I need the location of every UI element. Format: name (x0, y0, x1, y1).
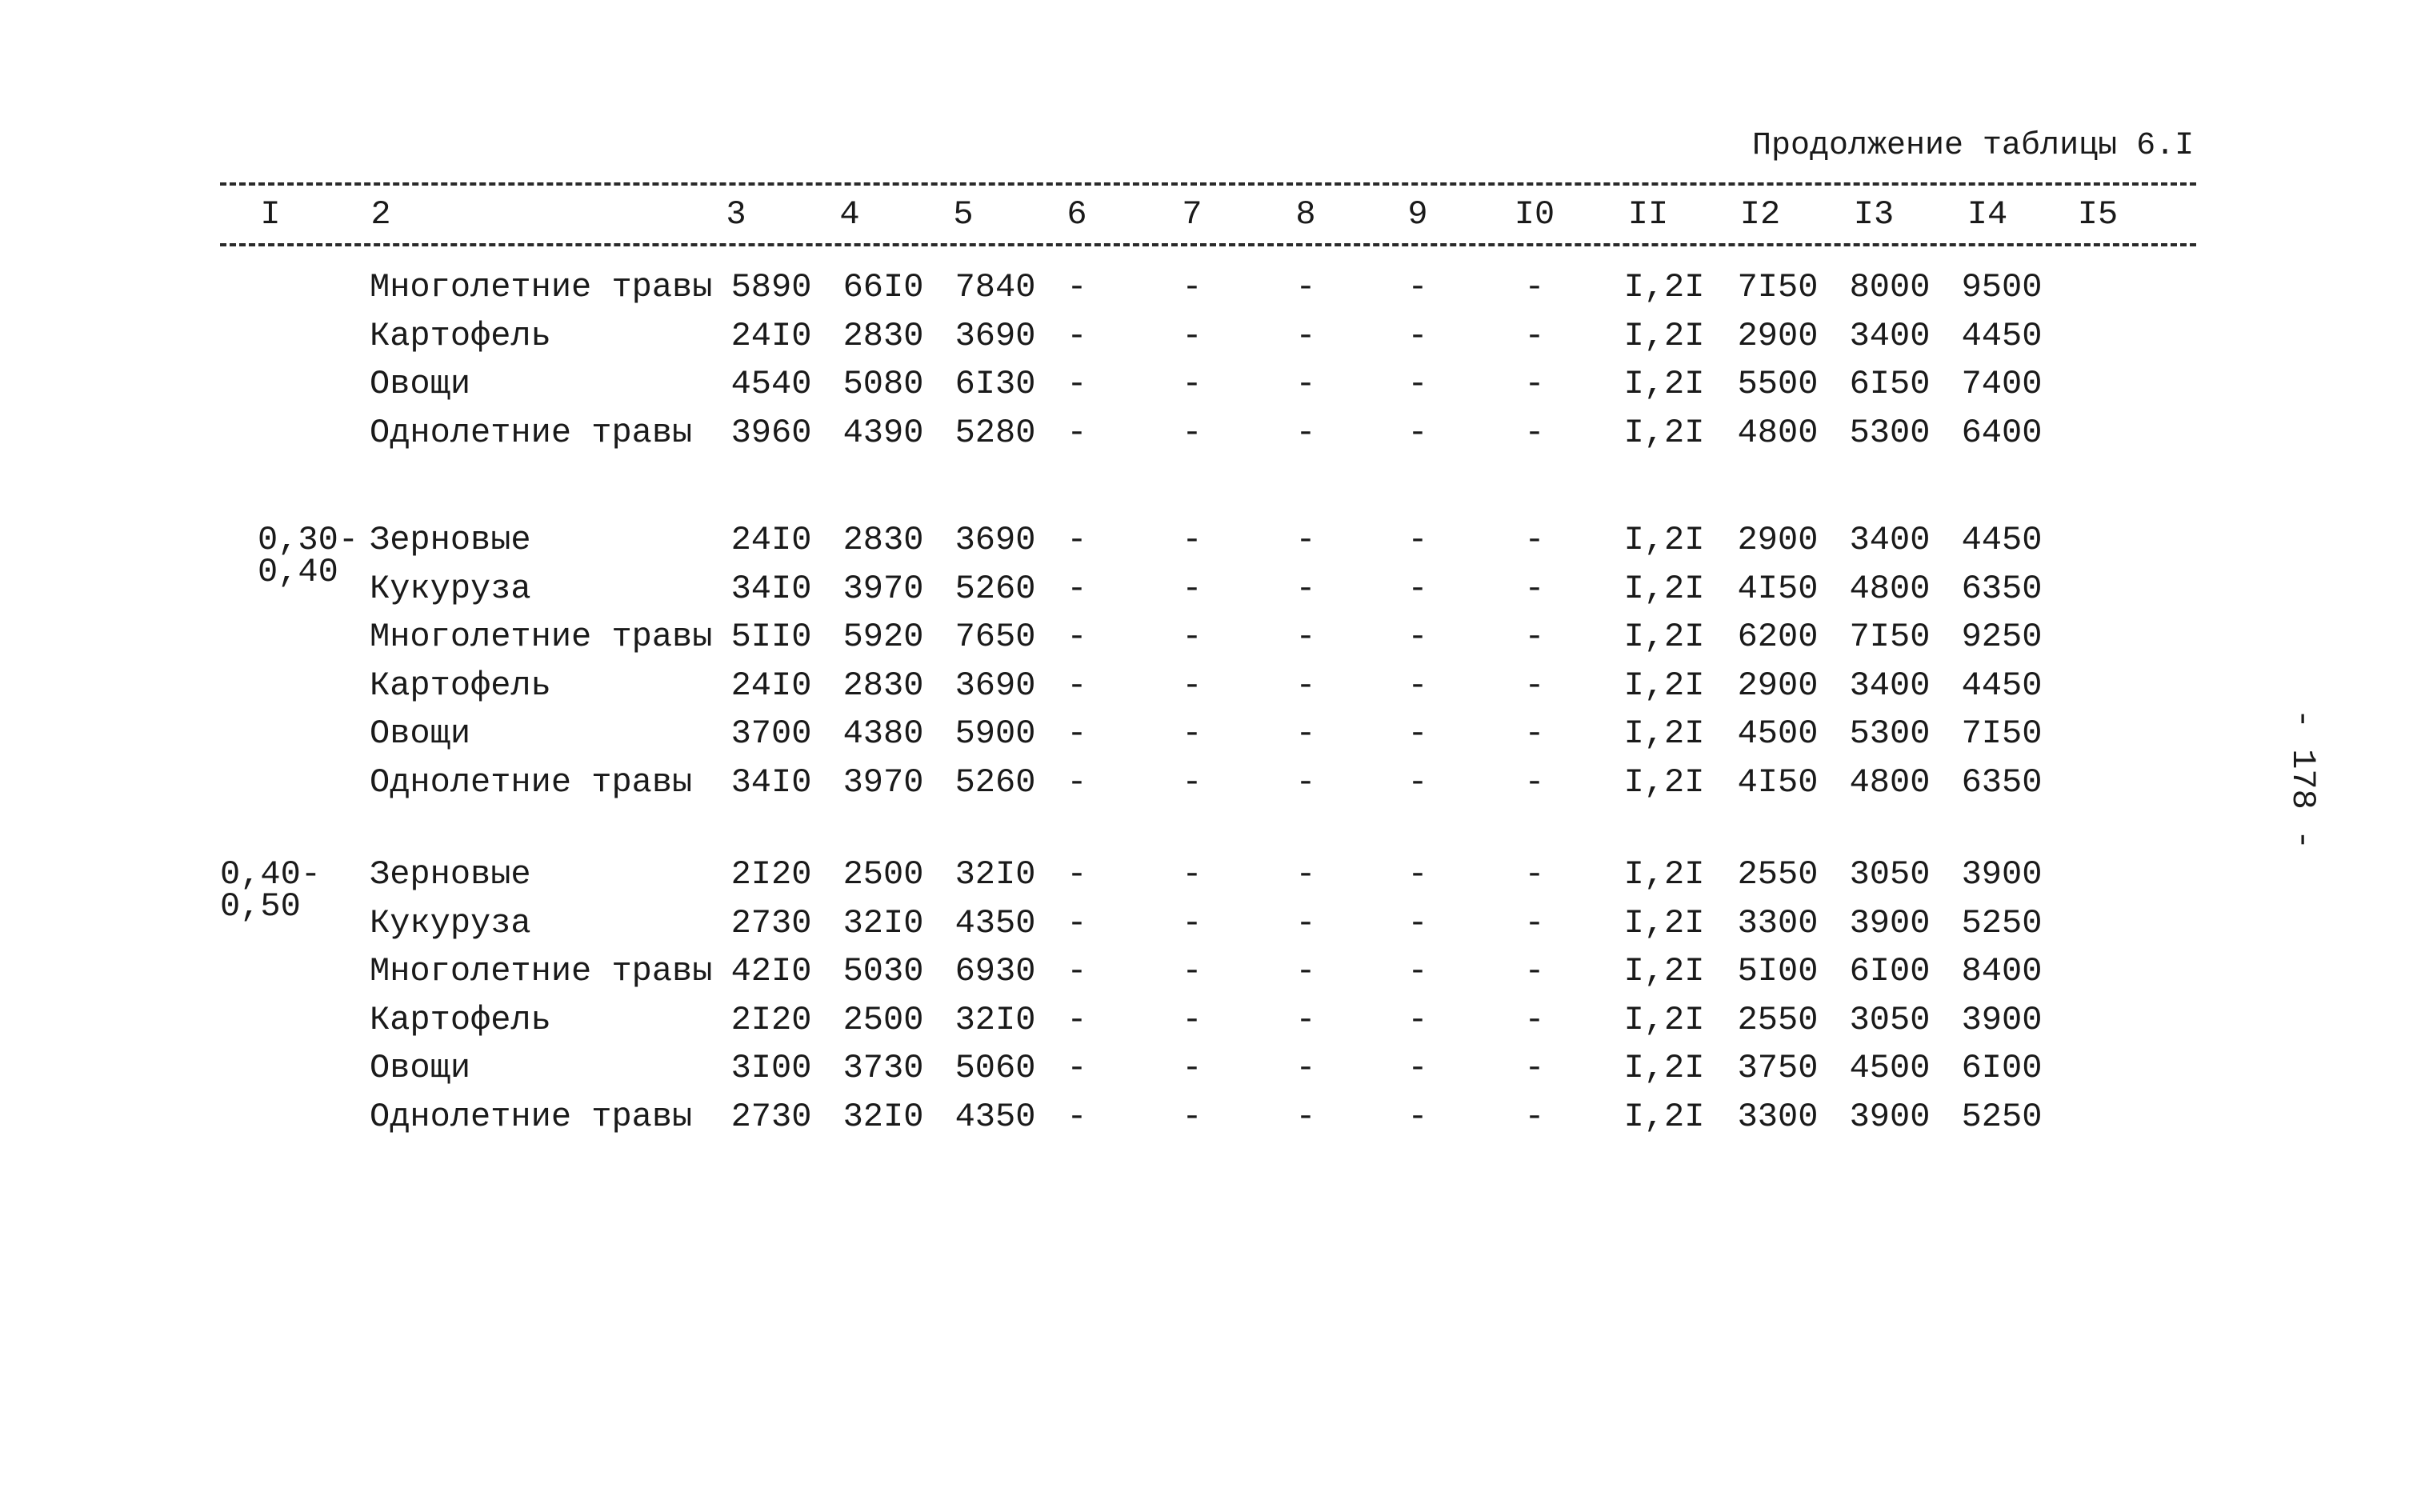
column-header: II (1627, 195, 1669, 234)
table-cell: - (1407, 618, 1428, 656)
table-cell: - (1295, 666, 1316, 705)
table-cell: - (1182, 268, 1202, 306)
table-cell: 3700 (730, 714, 812, 753)
table-cell: 5250 (1961, 1097, 2043, 1136)
table-cell: - (1524, 569, 1545, 608)
crop-name-cell: Картофель (370, 666, 551, 705)
table-cell: 5300 (1849, 714, 1931, 753)
column-header: 7 (1182, 195, 1202, 234)
table-cell: 4450 (1961, 316, 2043, 355)
table-cell: - (1407, 952, 1428, 990)
depth-range-label: 0,40 (258, 553, 338, 591)
table-cell: - (1295, 316, 1316, 355)
table-cell: - (1407, 666, 1428, 705)
table-cell: 5260 (954, 569, 1036, 608)
table-cell: 6I00 (1961, 1049, 2043, 1087)
table-cell: - (1524, 903, 1545, 942)
table-cell: 3400 (1849, 666, 1931, 705)
crop-name-cell: Однолетние травы (370, 762, 693, 802)
table-cell: 5500 (1737, 365, 1819, 403)
table-cell: 3050 (1849, 1000, 1931, 1039)
crop-name-cell: Картофель (370, 1000, 551, 1039)
table-cell: - (1066, 521, 1087, 559)
table-cell: - (1524, 413, 1545, 452)
table-cell: - (1066, 268, 1087, 306)
table-cell: 2I20 (730, 855, 812, 894)
table-cell: 4800 (1849, 762, 1931, 802)
table-cell: - (1295, 952, 1316, 990)
table-cell: 3300 (1737, 1097, 1819, 1136)
table-cell: 4380 (842, 714, 924, 753)
table-cell: - (1182, 569, 1202, 608)
table-cell: 5250 (1961, 903, 2043, 942)
table-cell: - (1066, 714, 1087, 753)
table-cell: 5060 (954, 1049, 1036, 1087)
crop-name-cell: Однолетние травы (370, 413, 693, 452)
table-cell: - (1182, 666, 1202, 705)
table-cell: 9500 (1961, 268, 2043, 306)
table-cell: - (1407, 569, 1428, 608)
table-cell: - (1407, 413, 1428, 452)
table-cell: 6400 (1961, 413, 2043, 452)
page-number: - 178 - (2283, 708, 2323, 850)
table-cell: 3690 (954, 316, 1036, 355)
table-cell: - (1295, 569, 1316, 608)
table-cell: 7I50 (1737, 268, 1819, 306)
table-cell: - (1066, 952, 1087, 990)
table-cell: 6I00 (1849, 952, 1931, 990)
table-cell: 6350 (1961, 569, 2043, 608)
table-cell: - (1295, 413, 1316, 452)
table-cell: 24I0 (730, 666, 812, 705)
table-cell: 2830 (842, 666, 924, 705)
column-header: 5 (953, 195, 974, 234)
column-header: 8 (1295, 195, 1316, 234)
table-cell: I,2I (1623, 1097, 1705, 1136)
table-cell: - (1407, 762, 1428, 802)
table-cell: 2500 (842, 1000, 924, 1039)
table-cell: I,2I (1623, 903, 1705, 942)
table-cell: - (1066, 569, 1087, 608)
table-cell: - (1182, 316, 1202, 355)
crop-name-cell: Кукуруза (370, 569, 531, 608)
table-cell: 32I0 (954, 1000, 1036, 1039)
table-cell: 42I0 (730, 952, 812, 990)
table-cell: - (1524, 666, 1545, 705)
table-cell: 8400 (1961, 952, 2043, 990)
table-cell: 3960 (730, 413, 812, 452)
table-cell: 6I30 (954, 365, 1036, 403)
table-cell: - (1407, 1000, 1428, 1039)
table-cell: 3I00 (730, 1049, 812, 1087)
table-cell: 2I20 (730, 1000, 812, 1039)
table-cell: - (1407, 903, 1428, 942)
table-cell: 3970 (842, 762, 924, 802)
table-cell: 3400 (1849, 316, 1931, 355)
table-cell: - (1295, 855, 1316, 894)
table-cell: 9250 (1961, 618, 2043, 656)
table-cell: 4I50 (1737, 762, 1819, 802)
table-cell: I,2I (1623, 855, 1705, 894)
table-cell: 3900 (1849, 1097, 1931, 1136)
table-cell: 6350 (1961, 762, 2043, 802)
column-header: I (260, 195, 281, 234)
table-cell: 6930 (954, 952, 1036, 990)
crop-name-cell: Многолетние травы (370, 952, 713, 990)
table-cell: 4800 (1849, 569, 1931, 608)
column-header: I0 (1514, 195, 1555, 234)
table-cell: - (1066, 855, 1087, 894)
header-rule-bottom (220, 243, 2196, 246)
table-cell: 5I00 (1737, 952, 1819, 990)
table-cell: 5920 (842, 618, 924, 656)
table-cell: - (1295, 618, 1316, 656)
table-cell: 2500 (842, 855, 924, 894)
table-cell: 3050 (1849, 855, 1931, 894)
column-header: I5 (2077, 195, 2119, 234)
table-cell: I,2I (1623, 952, 1705, 990)
table-cell: 4450 (1961, 521, 2043, 559)
table-cell: 3400 (1849, 521, 1931, 559)
table-cell: 3900 (1849, 903, 1931, 942)
table-cell: - (1066, 413, 1087, 452)
crop-name-cell: Зерновые (370, 855, 531, 894)
column-header: I2 (1739, 195, 1781, 234)
table-cell: - (1182, 413, 1202, 452)
table-cell: 24I0 (730, 316, 812, 355)
crop-name-cell: Овощи (370, 714, 471, 753)
table-cell: 34I0 (730, 762, 812, 802)
table-cell: I,2I (1623, 1049, 1705, 1087)
table-cell: - (1407, 365, 1428, 403)
table-cell: - (1182, 618, 1202, 656)
table-cell: - (1066, 666, 1087, 705)
table-cell: - (1524, 1000, 1545, 1039)
table-cell: 5080 (842, 365, 924, 403)
table-cell: 4I50 (1737, 569, 1819, 608)
table-cell: - (1524, 1049, 1545, 1087)
table-cell: 5280 (954, 413, 1036, 452)
table-cell: 5II0 (730, 618, 812, 656)
table-cell: 2550 (1737, 855, 1819, 894)
table-cell: - (1182, 903, 1202, 942)
column-header: I4 (1967, 195, 2008, 234)
table-cell: 7650 (954, 618, 1036, 656)
table-cell: 4350 (954, 1097, 1036, 1136)
table-cell: - (1295, 1097, 1316, 1136)
table-cell: 2900 (1737, 521, 1819, 559)
table-cell: - (1524, 952, 1545, 990)
table-cell: - (1295, 365, 1316, 403)
table-cell: 3690 (954, 666, 1036, 705)
table-cell: - (1524, 521, 1545, 559)
table-cell: 32I0 (842, 1097, 924, 1136)
table-cell: I,2I (1623, 521, 1705, 559)
table-cell: - (1295, 762, 1316, 802)
table-cell: - (1407, 714, 1428, 753)
table-cell: I,2I (1623, 268, 1705, 306)
depth-range-label: 0,40- (220, 855, 322, 894)
crop-name-cell: Картофель (370, 316, 551, 355)
table-cell: - (1524, 855, 1545, 894)
table-cell: 34I0 (730, 569, 812, 608)
table-cell: - (1182, 365, 1202, 403)
column-header: 4 (839, 195, 860, 234)
table-cell: 7400 (1961, 365, 2043, 403)
depth-range-label: 0,30- (258, 521, 359, 559)
table-cell: 32I0 (842, 903, 924, 942)
table-cell: - (1524, 1097, 1545, 1136)
column-header: 9 (1407, 195, 1428, 234)
table-cell: - (1066, 1049, 1087, 1087)
table-cell: 2830 (842, 521, 924, 559)
crop-name-cell: Овощи (370, 365, 471, 403)
table-cell: 24I0 (730, 521, 812, 559)
table-cell: - (1066, 316, 1087, 355)
table-cell: I,2I (1623, 666, 1705, 705)
table-cell: 3900 (1961, 1000, 2043, 1039)
table-cell: 2900 (1737, 666, 1819, 705)
table-cell: 3730 (842, 1049, 924, 1087)
table-cell: 7I50 (1961, 714, 2043, 753)
table-cell: 3970 (842, 569, 924, 608)
table-cell: - (1407, 855, 1428, 894)
table-cell: 32I0 (954, 855, 1036, 894)
table-cell: - (1407, 1097, 1428, 1136)
table-cell: I,2I (1623, 316, 1705, 355)
table-cell: 5030 (842, 952, 924, 990)
header-rule-top (220, 182, 2196, 186)
table-cell: - (1407, 1049, 1428, 1087)
table-cell: - (1182, 762, 1202, 802)
table-cell: - (1182, 521, 1202, 559)
table-cell: - (1182, 1049, 1202, 1087)
table-cell: 4350 (954, 903, 1036, 942)
crop-name-cell: Овощи (370, 1049, 471, 1087)
table-cell: - (1407, 268, 1428, 306)
depth-range-label: 0,50 (220, 887, 301, 926)
table-cell: - (1524, 316, 1545, 355)
table-cell: - (1295, 1000, 1316, 1039)
table-cell: 3750 (1737, 1049, 1819, 1087)
table-cell: I,2I (1623, 365, 1705, 403)
table-cell: - (1524, 365, 1545, 403)
table-cell: 3900 (1961, 855, 2043, 894)
column-header: 2 (370, 195, 391, 234)
table-cell: 2900 (1737, 316, 1819, 355)
table-cell: 4500 (1849, 1049, 1931, 1087)
column-header: 6 (1066, 195, 1087, 234)
table-cell: I,2I (1623, 413, 1705, 452)
table-cell: 2730 (730, 1097, 812, 1136)
crop-name-cell: Однолетние травы (370, 1097, 693, 1136)
table-cell: 2730 (730, 903, 812, 942)
table-cell: - (1066, 1097, 1087, 1136)
table-cell: 6I50 (1849, 365, 1931, 403)
table-cell: - (1295, 268, 1316, 306)
crop-name-cell: Кукуруза (370, 903, 531, 942)
table-cell: I,2I (1623, 618, 1705, 656)
table-cell: - (1524, 714, 1545, 753)
table-cell: - (1066, 1000, 1087, 1039)
crop-name-cell: Зерновые (370, 521, 531, 559)
table-cell: 3690 (954, 521, 1036, 559)
table-cell: - (1182, 1000, 1202, 1039)
table-cell: - (1407, 316, 1428, 355)
table-cell: - (1524, 762, 1545, 802)
table-cell: 4540 (730, 365, 812, 403)
table-cell: 7I50 (1849, 618, 1931, 656)
column-header: I3 (1853, 195, 1895, 234)
table-cell: 5260 (954, 762, 1036, 802)
table-cell: - (1182, 714, 1202, 753)
table-cell: I,2I (1623, 1000, 1705, 1039)
table-cell: - (1407, 521, 1428, 559)
table-caption: Продолжение таблицы 6.I (1752, 128, 2195, 164)
table-cell: 4800 (1737, 413, 1819, 452)
table-cell: - (1066, 618, 1087, 656)
table-cell: - (1295, 1049, 1316, 1087)
table-cell: 66I0 (842, 268, 924, 306)
table-cell: 8000 (1849, 268, 1931, 306)
table-cell: - (1524, 268, 1545, 306)
table-cell: I,2I (1623, 569, 1705, 608)
table-cell: 2830 (842, 316, 924, 355)
crop-name-cell: Многолетние травы (370, 268, 713, 306)
table-cell: - (1182, 855, 1202, 894)
table-cell: - (1182, 1097, 1202, 1136)
table-cell: 4390 (842, 413, 924, 452)
table-cell: 4450 (1961, 666, 2043, 705)
table-cell: 2550 (1737, 1000, 1819, 1039)
table-cell: - (1182, 952, 1202, 990)
table-cell: I,2I (1623, 714, 1705, 753)
table-cell: 7840 (954, 268, 1036, 306)
table-cell: - (1295, 714, 1316, 753)
table-cell: 4500 (1737, 714, 1819, 753)
table-cell: 5900 (954, 714, 1036, 753)
table-cell: 5300 (1849, 413, 1931, 452)
table-cell: - (1066, 903, 1087, 942)
table-cell: 6200 (1737, 618, 1819, 656)
table-cell: 5890 (730, 268, 812, 306)
table-cell: I,2I (1623, 762, 1705, 802)
table-cell: - (1295, 521, 1316, 559)
table-cell: - (1066, 365, 1087, 403)
table-cell: 3300 (1737, 903, 1819, 942)
crop-name-cell: Многолетние травы (370, 618, 713, 656)
table-cell: - (1295, 903, 1316, 942)
table-cell: - (1066, 762, 1087, 802)
column-header: 3 (726, 195, 746, 234)
table-cell: - (1524, 618, 1545, 656)
